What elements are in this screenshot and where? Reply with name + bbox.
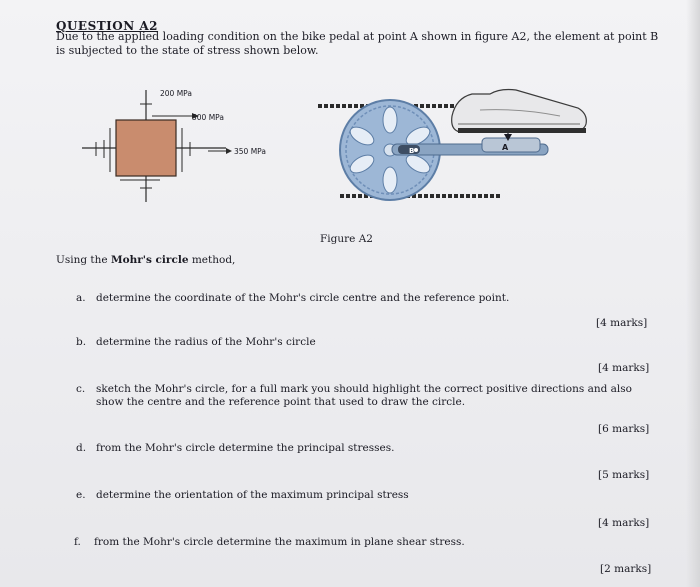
item-letter: a. bbox=[76, 292, 86, 304]
method-prefix: Using the bbox=[56, 254, 111, 266]
item-e-marks: [4 marks] bbox=[598, 517, 650, 529]
figure-caption: Figure A2 bbox=[320, 233, 373, 245]
stress-label-shear: 500 MPa bbox=[192, 113, 224, 122]
item-letter: d. bbox=[76, 442, 87, 454]
method-line bbox=[56, 254, 235, 266]
item-text: from the Mohr's circle determine the principal stresses. bbox=[96, 442, 395, 454]
point-b-label: B bbox=[409, 147, 415, 155]
item-text: determine the orientation of the maximum principal stress bbox=[96, 489, 409, 501]
pedal bbox=[482, 138, 540, 152]
stress-label-right: 350 MPa bbox=[234, 147, 266, 156]
item-b-marks: [4 marks] bbox=[598, 362, 650, 374]
stress-element-square bbox=[116, 120, 176, 176]
figure-a2-drawing bbox=[80, 84, 600, 224]
item-text: from the Mohr's circle determine the maximum in plane shear stress. bbox=[94, 536, 465, 548]
item-letter: c. bbox=[76, 383, 86, 395]
method-bold: Mohr's circle bbox=[110, 254, 189, 266]
item-f-marks: [2 marks] bbox=[600, 563, 652, 575]
item-d-marks: [5 marks] bbox=[598, 469, 650, 481]
question-title: QUESTION A2 bbox=[56, 19, 159, 33]
item-c-marks: [6 marks] bbox=[598, 423, 650, 435]
item-text: determine the coordinate of the Mohr's circle centre and the reference point. bbox=[96, 292, 510, 304]
stress-label-top: 200 MPa bbox=[160, 89, 192, 98]
item-a-marks: [4 marks] bbox=[596, 317, 648, 329]
method-suffix: method, bbox=[188, 254, 236, 266]
bike-crank-illustration bbox=[318, 90, 586, 201]
item-text: sketch the Mohr's circle, for a full mark you should highlight the correct positive directions and also show the centre and the reference point that used to draw the circle. bbox=[96, 383, 632, 408]
question-intro: Due to the applied loading condition on the bike pedal at point A shown in figure A2, the element at point B is subjected to the state of stress shown below. bbox=[56, 30, 659, 57]
item-letter: e. bbox=[76, 489, 86, 501]
stress-element-diagram bbox=[82, 90, 232, 202]
item-text: determine the radius of the Mohr's circle bbox=[96, 336, 316, 348]
page-edge-shadow bbox=[686, 0, 700, 587]
point-a-label: A bbox=[502, 143, 509, 152]
list-item-c bbox=[76, 383, 646, 413]
figure-a2 bbox=[80, 84, 600, 224]
item-letter: f. bbox=[74, 536, 81, 548]
item-letter: b. bbox=[76, 336, 87, 348]
